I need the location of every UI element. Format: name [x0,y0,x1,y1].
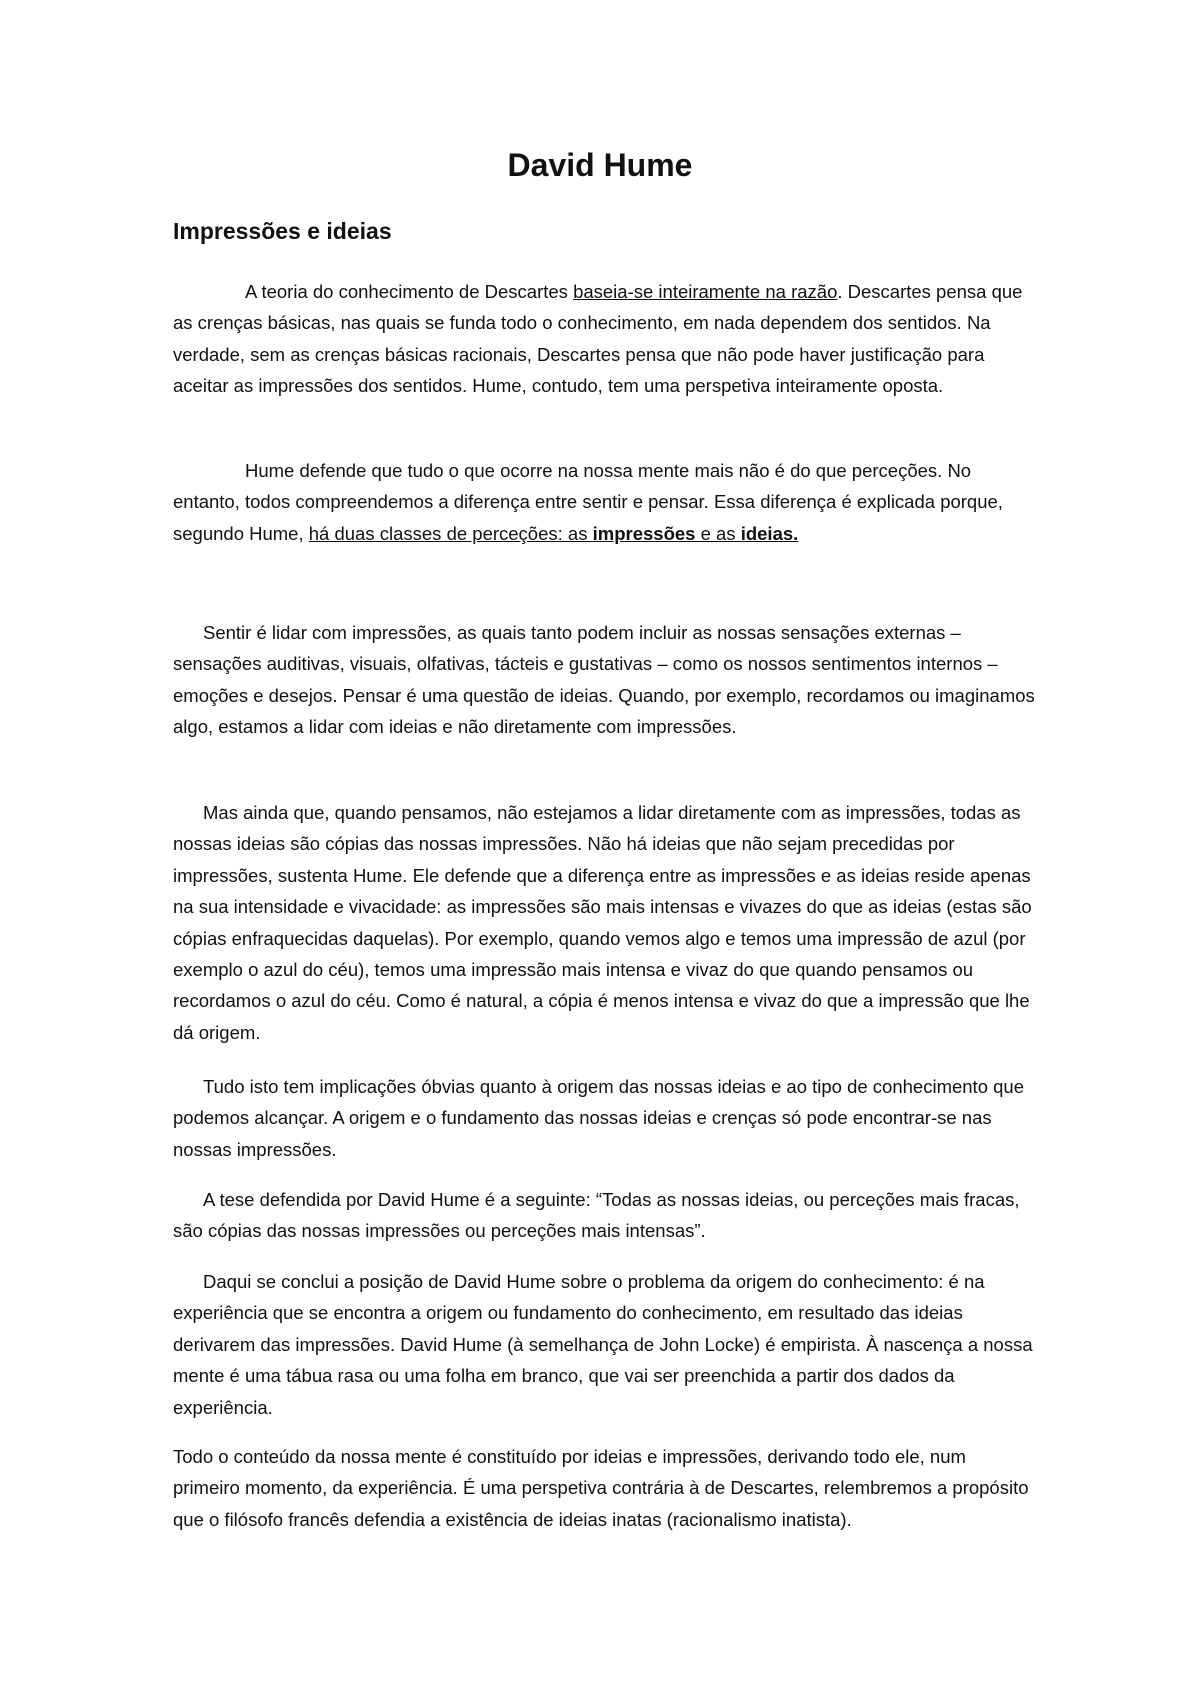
bold-underlined-term: ideias. [740,522,799,544]
underlined-phrase: baseia-se inteiramente na razão [573,281,838,302]
paragraph-text: A teoria do conhecimento de Descartes [245,281,574,302]
document-title: David Hume [507,147,693,183]
paragraph-perceptions [173,455,1035,549]
section-heading: Impressões e ideias [173,218,392,244]
bold-underlined-term: impressões [592,522,696,544]
paragraph-thesis: A tese defendida por David Hume é a seguinte: “Todas as nossas ideias, ou perceções mais fracas, são cópias das nossas impressões ou perceções mais intensas”. [173,1189,1020,1242]
paragraph-conclusion: Daqui se conclui a posição de David Hume sobre o problema da origem do conhecimento: é na experiência que se encontra a origem ou fundamento do conhecimento, em resultado das ideias derivarem das impressões. David Hume (à semelhança de John Locke) é empirista. À nascença a nossa mente é uma tábua rasa ou uma folha em branco, que vai ser preenchida a partir dos dados da experiência. [173,1271,1033,1418]
paragraph-ideas-copies: Mas ainda que, quando pensamos, não estejamos a lidar diretamente com as impressões, todas as nossas ideias são cópias das nossas impressões. Não há ideias que não sejam precedidas por impressões, sustenta Hume. Ele defende que a diferença entre as impressões e as ideias reside apenas na sua intensidade e vivacidade: as impressões são mais intensas e vivazes do que as ideias (estas são cópias enfraquecidas daquelas). Por exemplo, quando vemos algo e temos uma impressão de azul (por exemplo o azul do céu), temos uma impressão mais intensa e vivaz do que quando pensamos ou recordamos o azul do céu. Como é natural, a cópia é menos intensa e vivaz do que a impressão que lhe dá origem. [173,802,1032,1043]
paragraph-mind-content: Todo o conteúdo da nossa mente é constituído por ideias e impressões, derivando todo ele, num primeiro momento, da experiência. É uma perspetiva contrária à de Descartes, relembremos a propósito que o filósofo francês defendia a existência de ideias inatas (racionalismo inatista). [173,1446,1029,1530]
paragraph-text: Hume defende que tudo o que ocorre na nossa mente mais não é do que perceções. No entanto, todos compreendemos a diferença entre sentir e pensar. Essa diferença é explicada porque, segundo Hume, [173,460,1003,544]
paragraph-text: . Descartes pensa que as crenças básicas, nas quais se funda todo o conhecimento, em nada dependem dos sentidos. Na verdade, sem as crenças básicas racionais, Descartes pensa que não pode haver justificação para aceitar as impressões dos sentidos. Hume, contudo, tem uma perspetiva inteiramente oposta. [173,281,1023,397]
underlined-phrase: e as [695,522,741,544]
paragraph-descartes-theory [173,276,1035,402]
underlined-phrase: há duas classes de perceções: as [308,522,593,544]
paragraph-implications: Tudo isto tem implicações óbvias quanto à origem das nossas ideias e ao tipo de conhecimento que podemos alcançar. A origem e o fundamento das nossas ideias e crenças só pode encontrar-se nas nossas impressões. [173,1076,1024,1160]
paragraph-feeling-thinking: Sentir é lidar com impressões, as quais tanto podem incluir as nossas sensações externas – sensações auditivas, visuais, olfativas, tácteis e gustativas – como os nossos sentimentos internos – emoções e desejos. Pensar é uma questão de ideias. Quando, por exemplo, recordamos ou imaginamos algo, estamos a lidar com ideias e não diretamente com impressões. [173,622,1035,738]
